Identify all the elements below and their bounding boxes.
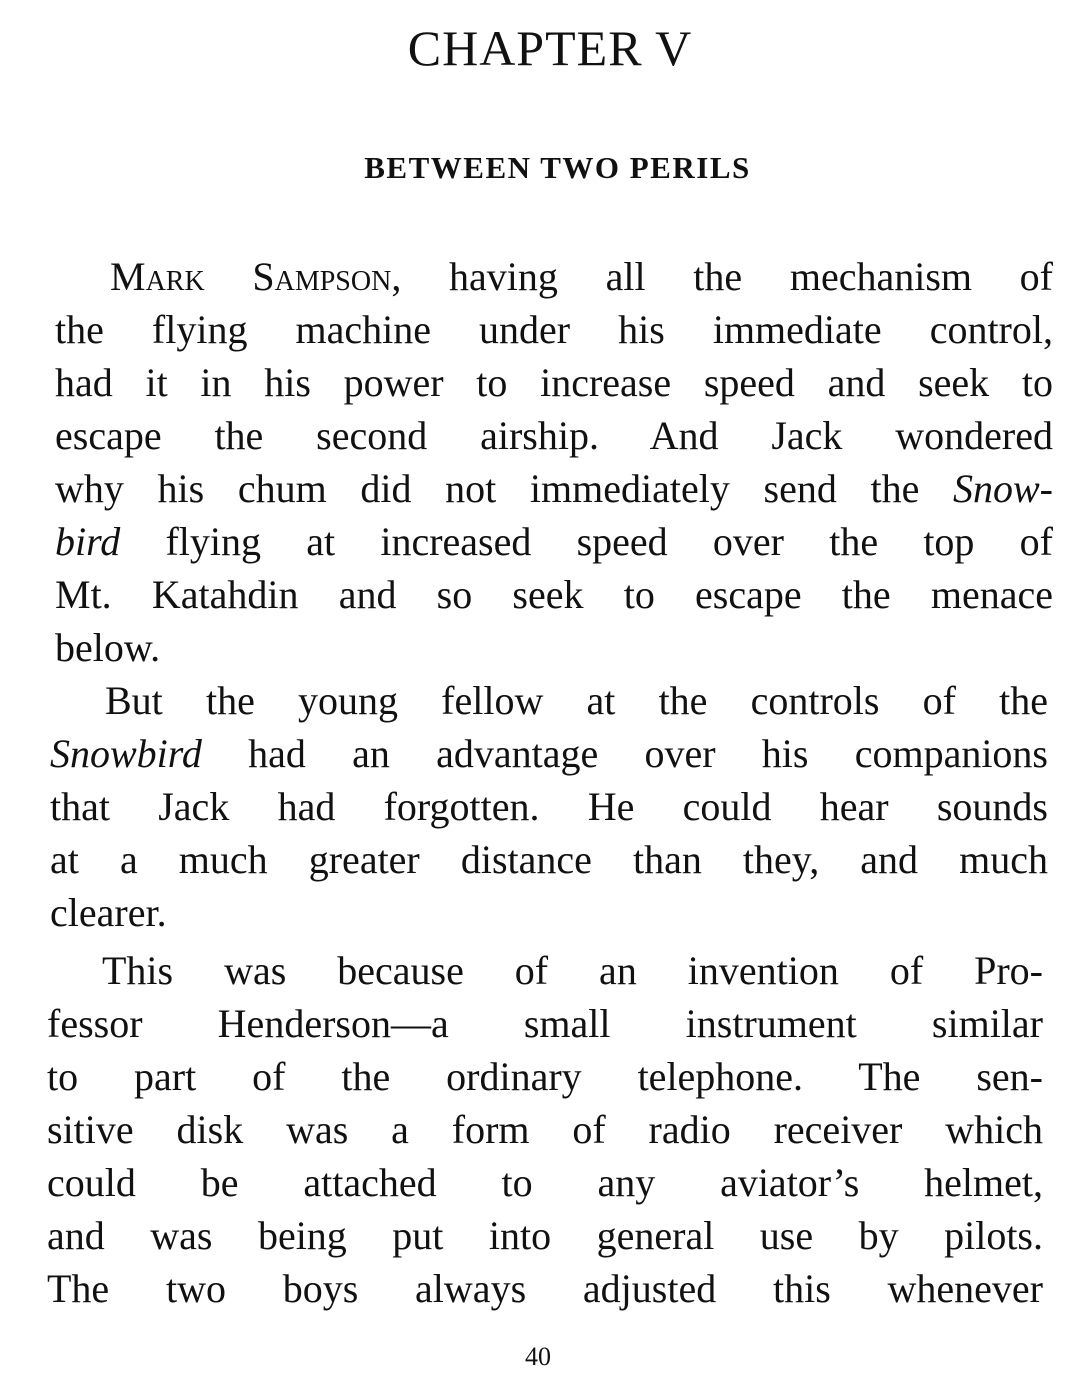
text-line: that Jack had forgotten. He could hear sounds [50, 784, 1048, 829]
lead-name: Mark Sampson, [110, 254, 402, 299]
paragraph-3 [47, 944, 1043, 1315]
text-line: had it in his power to increase speed and seek to [55, 360, 1053, 405]
text-line: The two boys always adjusted this whenever [47, 1266, 1043, 1311]
text-line: to part of the ordinary telephone. The sen- [47, 1054, 1043, 1099]
chapter-heading: CHAPTER V [407, 20, 693, 76]
text-line: But the young fellow at the controls of the [105, 678, 1048, 723]
paragraph-1 [55, 250, 1053, 674]
text-line: This was because of an invention of Pro- [102, 948, 1043, 993]
text-line: Snowbird had an advantage over his companions [50, 731, 1048, 776]
text-line: Mark Sampson, having all the mechanism of [110, 254, 1053, 299]
text-line: escape the second airship. And Jack wondered [55, 413, 1053, 458]
text-line: bird flying at increased speed over the top of [55, 519, 1053, 564]
text-line: and was being put into general use by pilots. [47, 1213, 1043, 1258]
text-line: fessor Henderson—a small instrument similar [47, 1001, 1043, 1046]
text-line: sitive disk was a form of radio receiver which [47, 1107, 1043, 1152]
text-line: could be attached to any aviator’s helmet, [47, 1160, 1043, 1205]
page-number: 40 [525, 1342, 551, 1371]
text-line: Mt. Katahdin and so seek to escape the menace [55, 572, 1053, 617]
section-title: BETWEEN TWO PERILS [364, 150, 751, 185]
text-line: why his chum did not immediately send the Snow- [55, 466, 1053, 511]
italic-word: bird [55, 519, 121, 564]
text-line: below. [55, 625, 161, 670]
italic-word: Snow- [953, 466, 1053, 511]
text-line: the flying machine under his immediate control, [55, 307, 1053, 352]
italic-word: Snowbird [50, 731, 202, 776]
text-line: clearer. [50, 890, 167, 935]
text-line: at a much greater distance than they, and much [50, 837, 1048, 882]
paragraph-2 [50, 674, 1048, 939]
